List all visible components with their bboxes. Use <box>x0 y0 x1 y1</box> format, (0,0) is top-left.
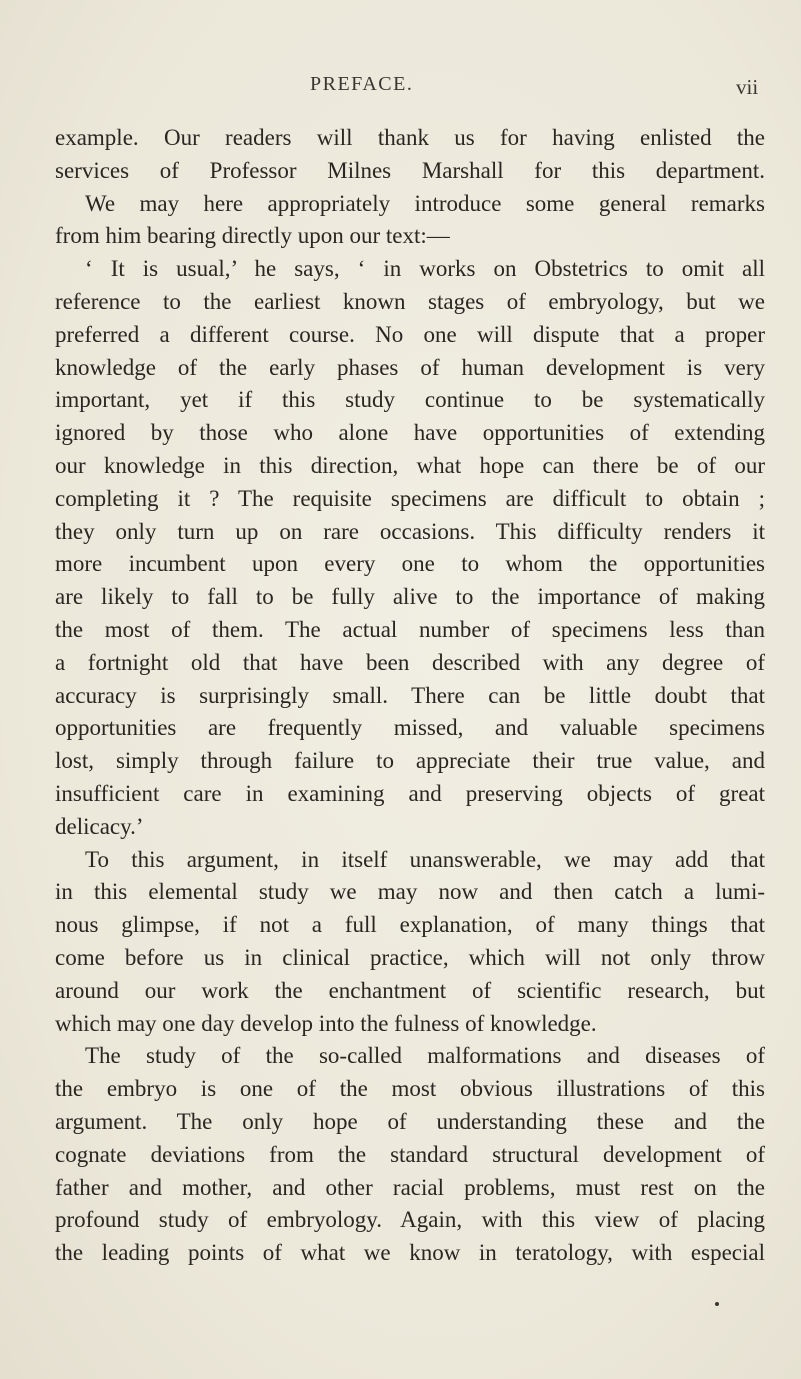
text-line: the most of them. The actual number of specimens less than <box>55 616 765 642</box>
text-line: come before us in clinical practice, which will not only throw <box>55 944 765 970</box>
text-line: lost, simply through failure to appreciate their true value, and <box>55 748 765 774</box>
text-line: important, yet if this study continue to be systematically <box>55 387 765 413</box>
text-line: ignored by those who alone have opportunities of extending <box>55 420 765 446</box>
text-line: opportunities are frequently missed, and valuable specimens <box>55 715 765 741</box>
text-line: We may here appropriately introduce some general remarks <box>85 190 765 216</box>
text-line: insufficient care in examining and preserving objects of great <box>55 780 765 806</box>
text-line: ‘ It is usual,’ he says, ‘ in works on Obstetrics to omit all <box>85 256 765 282</box>
text-line: nous glimpse, if not a full explanation, of many things that <box>55 912 765 938</box>
text-line: knowledge of the early phases of human development is very <box>55 354 765 380</box>
text-line: delicacy.’ <box>55 813 144 839</box>
text-line: services of Professor Milnes Marshall for this department. <box>55 157 765 183</box>
text-line: example. Our readers will thank us for having enlisted the <box>55 125 765 150</box>
text-line: cognate deviations from the standard structural development of <box>55 1141 765 1167</box>
page-header <box>0 73 801 103</box>
text-line: preferred a different course. No one will dispute that a proper <box>55 321 765 347</box>
text-line: father and mother, and other racial problems, must rest on the <box>55 1174 765 1200</box>
text-line: The study of the so-called malformations and diseases of <box>85 1043 765 1069</box>
page-number: vii <box>736 75 759 99</box>
text-line: a fortnight old that have been described with any degree of <box>55 649 765 675</box>
text-line: in this elemental study we may now and then catch a lumi- <box>55 879 765 905</box>
body-text <box>55 122 765 1270</box>
print-mark <box>715 1302 719 1306</box>
text-line: which may one day develop into the fulness of knowledge. <box>55 1010 597 1036</box>
text-line: the leading points of what we know in teratology, with especial <box>55 1240 765 1266</box>
running-title: PREFACE. <box>310 73 414 95</box>
text-line: profound study of embryology. Again, with this view of placing <box>55 1207 765 1233</box>
text-line: are likely to fall to be fully alive to the importance of making <box>55 584 765 610</box>
text-line: around our work the enchantment of scientific research, but <box>55 977 765 1003</box>
text-line: reference to the earliest known stages of embryology, but we <box>55 288 765 314</box>
text-line: more incumbent upon every one to whom the opportunities <box>55 551 765 577</box>
text-line: To this argument, in itself unanswerable, we may add that <box>85 846 765 872</box>
text-line: accuracy is surprisingly small. There can be little doubt that <box>55 682 765 708</box>
text-line: argument. The only hope of understanding these and the <box>55 1108 765 1134</box>
text-line: completing it ? The requisite specimens are difficult to obtain ; <box>55 485 765 511</box>
text-line: from him bearing directly upon our text:— <box>55 223 450 249</box>
text-line: the embryo is one of the most obvious illustrations of this <box>55 1076 765 1102</box>
text-line: they only turn up on rare occasions. This difficulty renders it <box>55 518 765 544</box>
text-line: our knowledge in this direction, what hope can there be of our <box>55 452 765 478</box>
